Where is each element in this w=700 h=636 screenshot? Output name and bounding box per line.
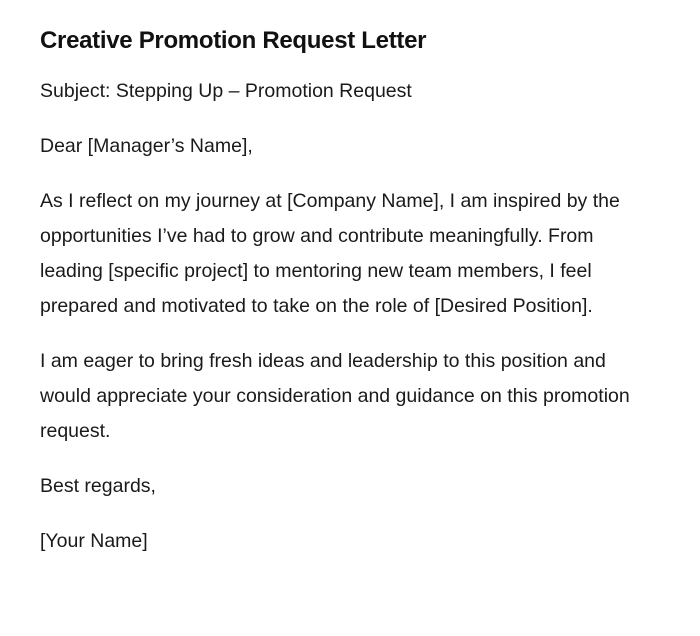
letter-signature: [Your Name] bbox=[40, 530, 148, 552]
letter-paragraph: I am eager to bring fresh ideas and leadership to this position and would appreciate your consideration and guidance on this promotion request. bbox=[40, 350, 630, 442]
letter-greeting: Dear [Manager’s Name], bbox=[40, 135, 253, 157]
letter-closing: Best regards, bbox=[40, 475, 156, 497]
letter-paragraph: As I reflect on my journey at [Company Name], I am inspired by the opportunities I’ve had to grow and contribute meaningfully. From leading [specific project] to mentoring new team members, I feel prepared and motivated to take on the role of [Desired Position]. bbox=[40, 190, 620, 317]
letter-title: Creative Promotion Request Letter bbox=[40, 27, 427, 54]
letter-subject: Subject: Stepping Up – Promotion Request bbox=[40, 80, 412, 102]
letter bbox=[40, 22, 660, 579]
